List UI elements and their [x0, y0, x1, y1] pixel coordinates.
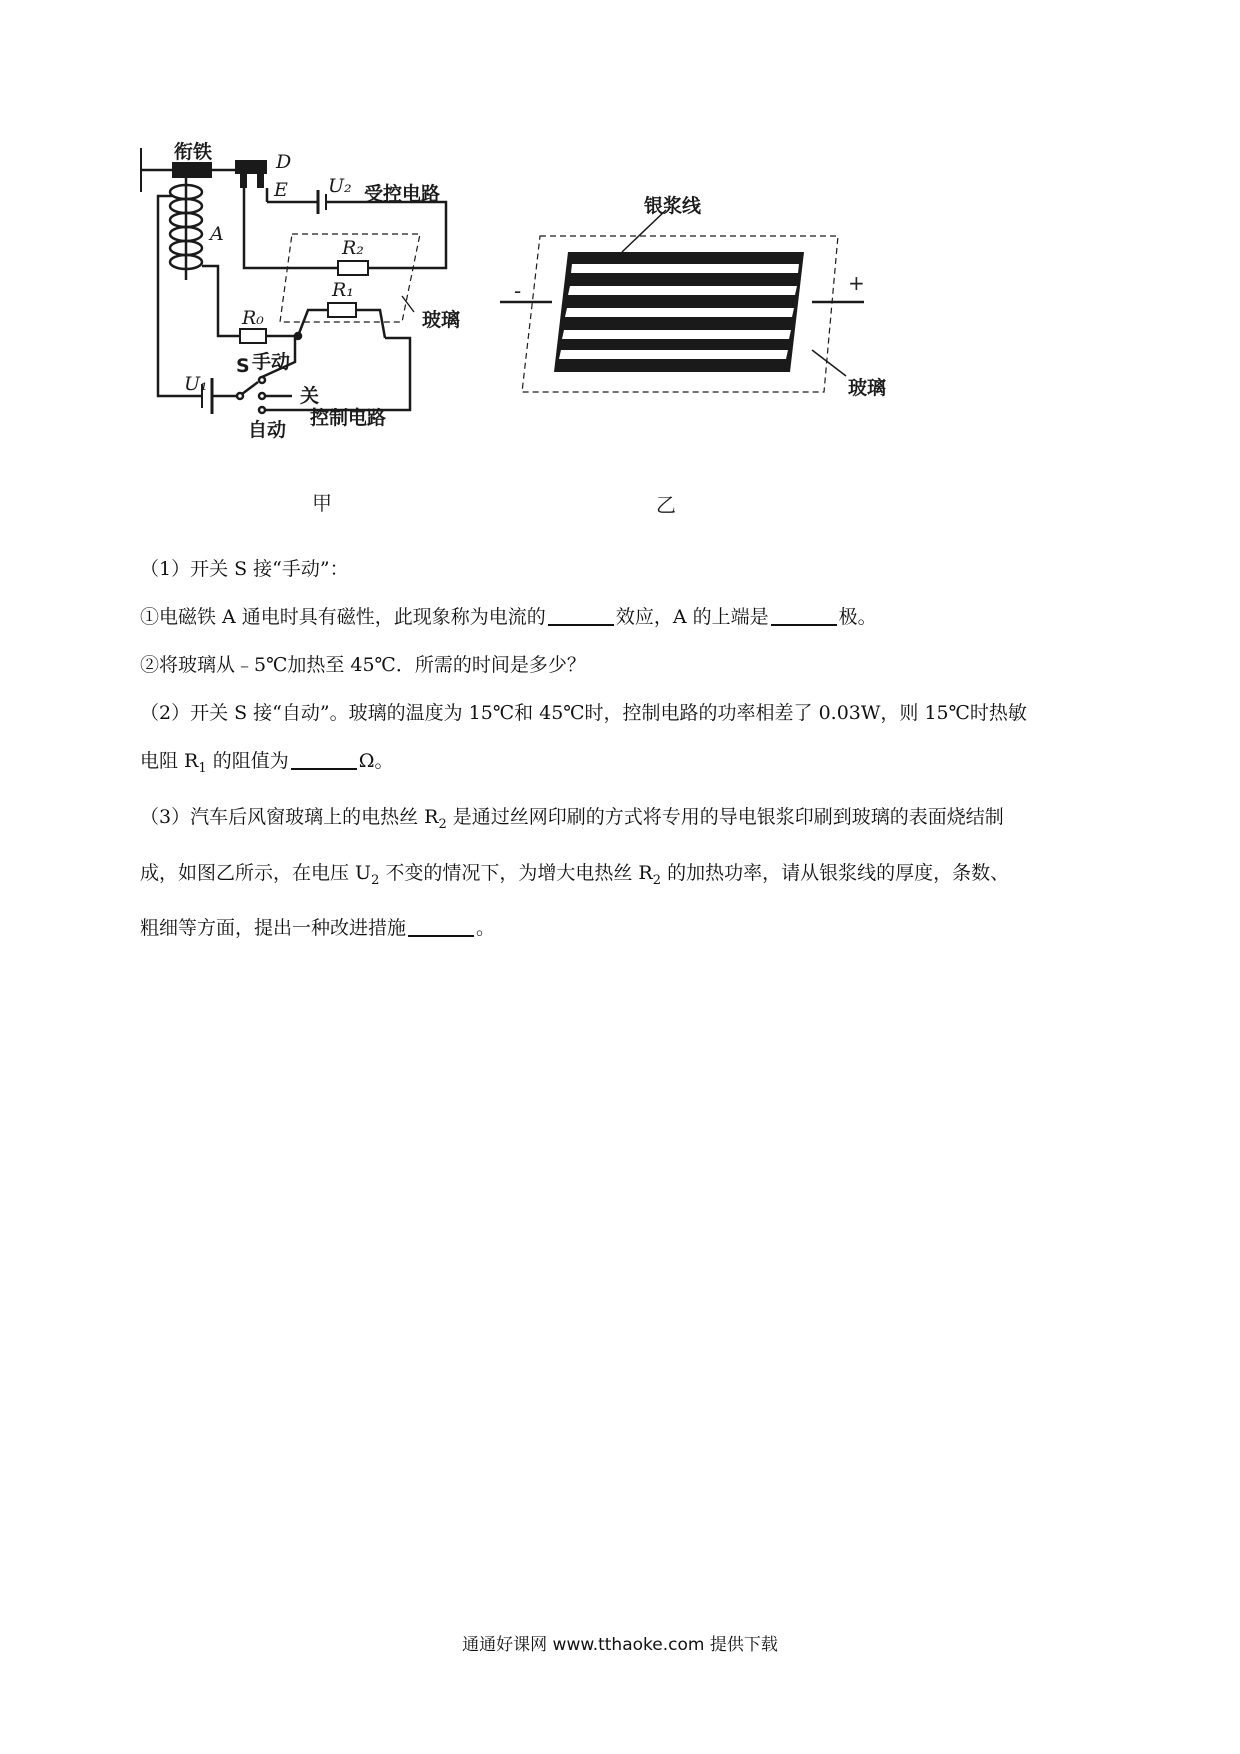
label-switch: S [236, 355, 250, 377]
answer-blank[interactable] [548, 602, 614, 626]
label-controlled-circuit: 受控电路 [364, 183, 441, 205]
contact-d [235, 160, 267, 174]
caption-yi: 乙 [656, 493, 676, 517]
question-3-line-2: 成，如图乙所示，在电压 $U_2$ 不变的情况下，为增大电热丝 $R_2$ 的加热功率，请从银浆线的厚度，条数、 [140, 861, 1010, 888]
label-u1: U₁ [184, 373, 208, 395]
question-3-line-3: 粗细等方面，提出一种改进措施 。 [140, 904, 1130, 952]
circuit-diagrams [140, 140, 1020, 530]
figures [140, 140, 1020, 530]
label-e: E [274, 179, 288, 201]
label-r0: R₀ [242, 307, 264, 329]
label-r1: R₁ [332, 279, 354, 301]
question-1-title: （1）开关 S 接“手动”： [140, 558, 349, 580]
label-d: D [276, 151, 292, 173]
label-armature: 衔铁 [174, 141, 213, 163]
label-minus: - [514, 279, 522, 303]
question-1-2: ②将玻璃从﹣5℃加热至 45℃．所需的时间是多少？ [140, 654, 586, 676]
label-manual: 手动 [252, 351, 291, 373]
question-1-1: ①电磁铁 A 通电时具有磁性，此现象称为电流的 效应，A 的上端是 极。 [140, 593, 1130, 641]
question-text [140, 545, 1130, 952]
answer-blank[interactable] [408, 913, 474, 937]
footer: 通通好课网 www.tthaoke.com 提供下载 [462, 1635, 778, 1655]
caption-jia: 甲 [312, 491, 332, 515]
figure-yi [500, 194, 886, 517]
label-r2: R₂ [342, 237, 364, 259]
label-u2: U₂ [328, 175, 352, 197]
label-silver-line: 银浆线 [644, 195, 702, 217]
label-glass-right: 玻璃 [848, 377, 887, 399]
armature-block [172, 162, 212, 178]
question-3-line-1: （3）汽车后风窗玻璃上的电热丝 $R_2$ 是通过丝网印刷的方式将专用的导电银浆印刷到玻璃的表面烧结制 [140, 805, 1004, 832]
question-2-line-1: （2）开关 S 接“自动”。玻璃的温度为 15℃和 45℃时，控制电路的功率相差了 0.03W，则 15℃时热敏 [140, 702, 1027, 724]
answer-blank[interactable] [771, 602, 837, 626]
label-a: A [210, 223, 224, 245]
label-glass-left: 玻璃 [422, 309, 461, 331]
label-control-circuit: 控制电路 [310, 407, 387, 429]
question-2-line-2: 电阻 $R_1$ 的阻值为 Ω。 [140, 737, 1130, 793]
label-off: 关 [300, 385, 320, 407]
electromagnet-coil [170, 178, 202, 280]
label-auto: 自动 [248, 419, 287, 441]
label-plus: + [848, 271, 865, 295]
answer-blank[interactable] [291, 746, 357, 770]
